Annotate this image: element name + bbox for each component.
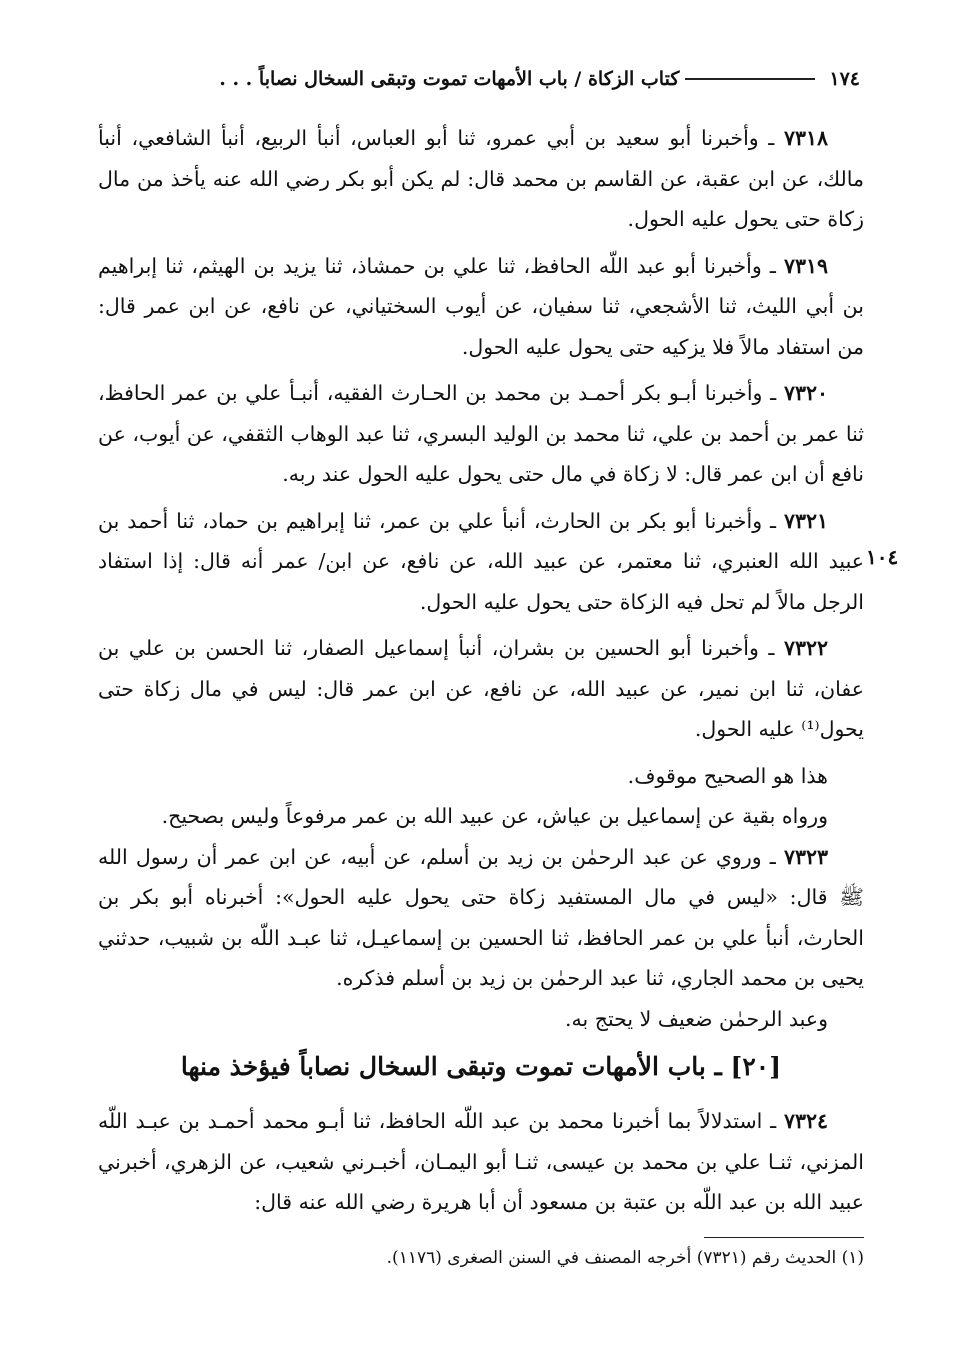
commentary-line: ورواه بقية عن إسماعيل بن عياش، عن عبيد الله بن عمر مرفوعاً وليس بصحيح. xyxy=(161,804,828,828)
running-header xyxy=(90,62,860,96)
hadith-number: ٧٣١٩ xyxy=(783,253,828,278)
commentary-line: وعبد الرحمٰن ضعيف لا يحتج به. xyxy=(564,1006,828,1031)
hadith-number: ٧٣١٨ xyxy=(783,126,828,150)
hadith-paragraph xyxy=(98,1101,864,1223)
hadith-paragraph xyxy=(98,837,864,999)
hadith-paragraph xyxy=(98,501,864,623)
commentary-line: هذا هو الصحيح موقوف. xyxy=(627,763,828,788)
chapter-heading: [٢٠] ـ باب الأمهات تموت وتبقى السخال نصاباً فيؤخذ منها xyxy=(180,1052,782,1081)
footnote-rule xyxy=(704,1237,864,1238)
hadith-number: ٧٣٢٢ xyxy=(783,636,828,660)
header-rule xyxy=(685,78,815,80)
running-title: كتاب الزكاة / باب الأمهات تموت وتبقى السخال نصاباً . . . xyxy=(219,68,680,90)
hadith-text: ـ استدلالاً بما أخبرنا محمد بن عبد اللّه الحافظ، ثنا أبـو محمد أحمـد بن عبـد اللّه المزني، ثنـا علي بن محمد بن عيسى، ثنـا أبو اليمـان، أخبـرني شعيب، عن الزهري، أخبرني عبيد الله بن عبد اللّه بن عتبة بن مسعود أن أبا هريرة رضي الله عنه قال: xyxy=(98,1109,864,1214)
page-number: ١٧٤ xyxy=(829,68,860,90)
main-text xyxy=(98,118,864,1039)
hadith-number: ٧٣٢٠ xyxy=(783,381,828,405)
hadith-text: ـ وروي عن عبد الرحمٰن بن زيد بن أسلم، عن أبيه، عن ابن عمر أن رسول الله ﷺ قال: «ليس في مال المستفيد زكاة حتى يحول عليه الحول»: أخبرناه أبو بكر بن الحارث، أنبأ علي بن عمر الحافظ، ثنا الحسين بن إسماعيـل، ثنا عبـد اللّه بن شبيب، حدثني يحيى بن محمد الجاري، ثنا عبد الرحمٰن بن زيد بن أسلم فذكره. xyxy=(98,844,864,990)
hadith-paragraph xyxy=(98,628,864,750)
main-text-continued xyxy=(98,1101,864,1223)
hadith-number: ٧٣٢٣ xyxy=(783,844,828,869)
hadith-number: ٧٣٢١ xyxy=(783,508,828,533)
hadith-text: ـ وأخبرنا أبـو بكر أحمـد بن محمد بن الحـارث الفقيه، أنبـأ علي بن عمر الحافظ، ثنا عمر بن أحمد بن علي، ثنا محمد بن الوليد البسري، ثنا عبد الوهاب الثقفي، عن أيوب، عن نافع أن ابن عمر قال: لا زكاة في مال حتى يحول عليه الحول عند ربه. xyxy=(98,381,864,486)
footnote: (١) الحديث رقم (٧٣٢١) أخرجه المصنف في السنن الصغرى (١١٧٦). xyxy=(386,1248,864,1268)
hadith-text: ـ وأخبرنا أبو الحسين بن بشران، أنبأ إسماعيل الصفار، ثنا الحسن بن علي بن عفان، ثنا ابن نمير، عن عبيد الله، عن نافع، عن ابن عمر قال: ليس في مال زكاة حتى يحول⁽¹⁾ عليه الحول. xyxy=(98,636,864,741)
hadith-text: ـ وأخبرنا أبو سعيد بن أبي عمرو، ثنا أبو العباس، أنبأ الربيع، أنبأ الشافعي، أنبأ مالك، عن ابن عقبة، عن القاسم بن محمد قال: لم يكن أبو بكر رضي الله عنه يأخذ من مال زكاة حتى يحول عليه الحول. xyxy=(98,126,864,231)
hadith-number: ٧٣٢٤ xyxy=(783,1109,828,1133)
hadith-paragraph xyxy=(98,118,864,240)
margin-page-reference: ١٠٤ xyxy=(866,545,899,569)
hadith-text: ـ وأخبرنا أبو بكر بن الحارث، أنبأ علي بن عمر، ثنا إبراهيم بن حماد، ثنا أحمد بن عبيد الله العنبري، ثنا معتمر، عن عبيد الله، عن نافع، عن ابن/ عمر أنه قال: إذا استفاد الرجل مالاً لم تحل فيه الزكاة حتى يحول عليه الحول. xyxy=(98,508,864,614)
hadith-paragraph xyxy=(98,373,864,495)
hadith-text: ـ وأخبرنا أبو عبد اللّه الحافظ، ثنا علي بن حمشاذ، ثنا يزيد بن الهيثم، ثنا إبراهيم بن أبي الليث، ثنا الأشجعي، ثنا سفيان، عن أيوب السختياني، عن نافع، عن ابن عمر قال: من استفاد مالاً فلا يزكيه حتى يحول عليه الحول. xyxy=(98,253,864,359)
hadith-paragraph xyxy=(98,246,864,368)
